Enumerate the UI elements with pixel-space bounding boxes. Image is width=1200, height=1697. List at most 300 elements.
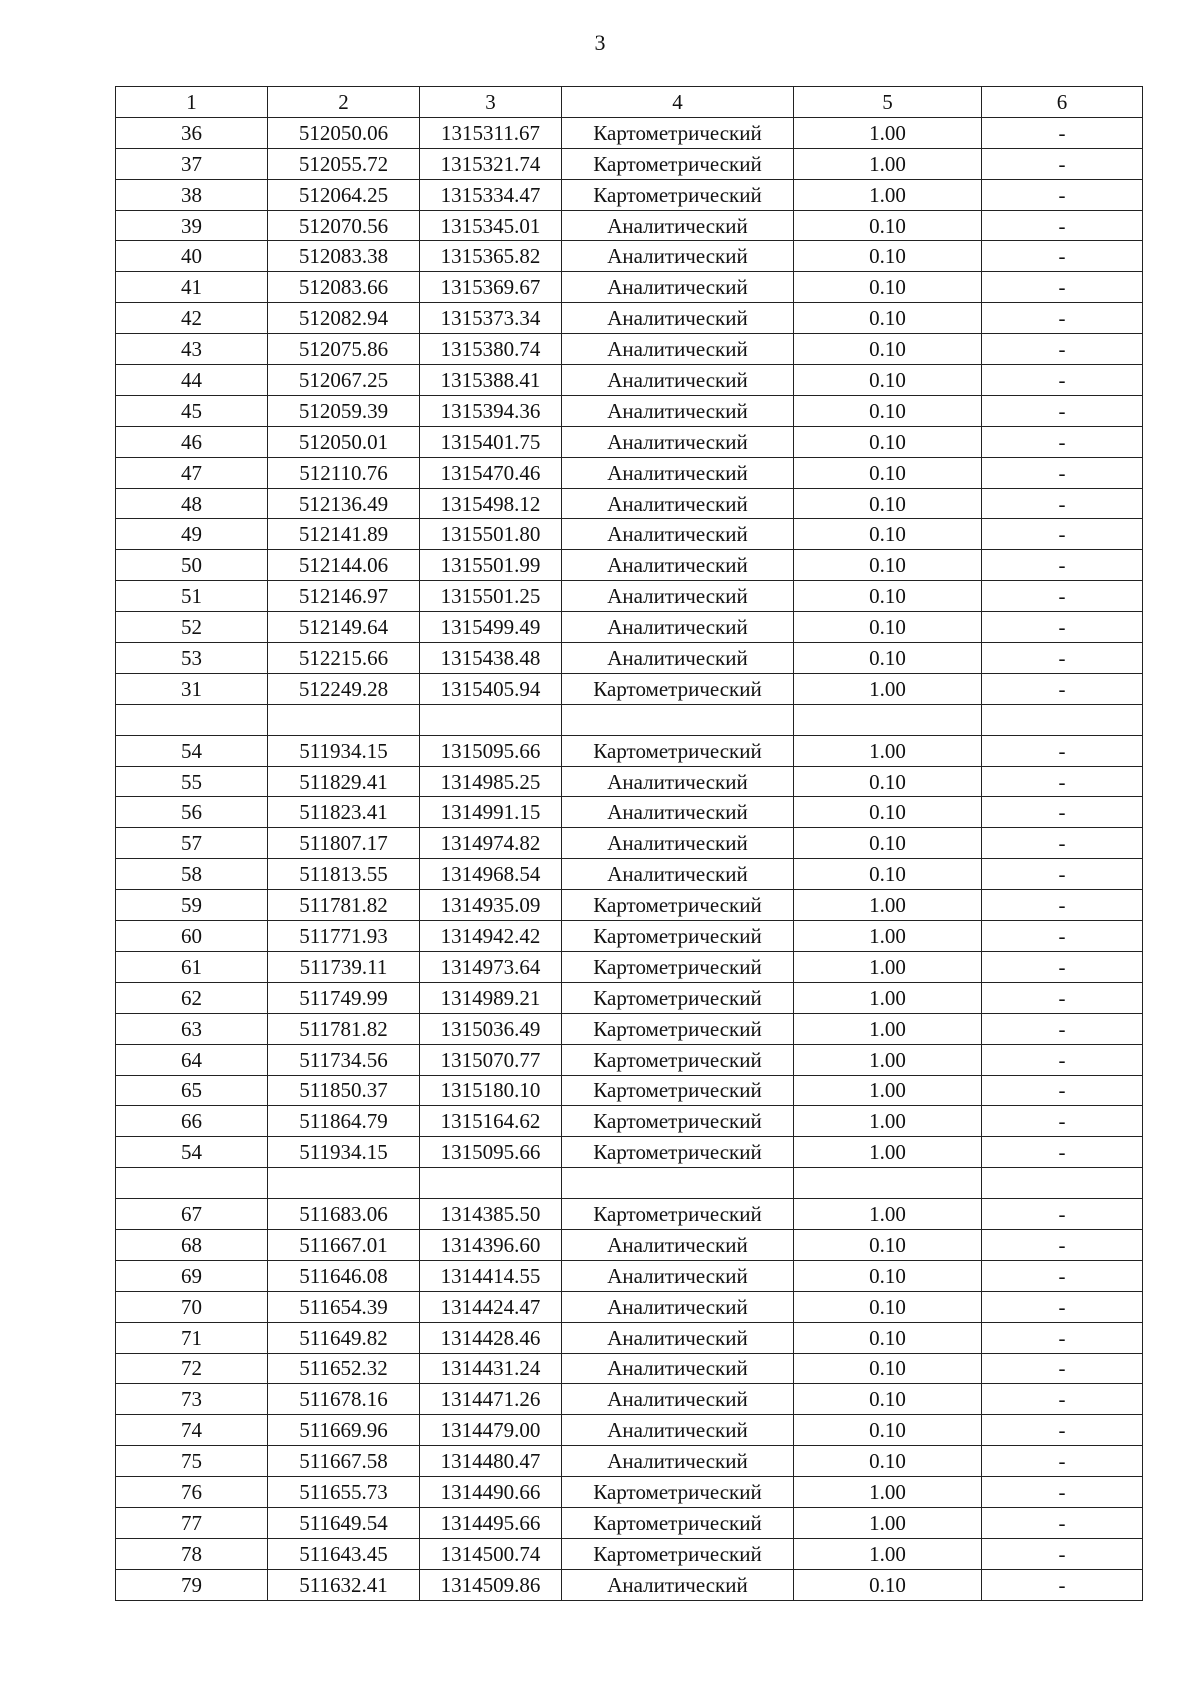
cell-point-number: 67 (116, 1199, 268, 1230)
cell-note: - (982, 1384, 1143, 1415)
table-row (116, 1569, 1143, 1600)
cell-note: - (982, 1353, 1143, 1384)
cell-point-number: 65 (116, 1075, 268, 1106)
cell-note: - (982, 550, 1143, 581)
table-row (116, 1507, 1143, 1538)
cell-accuracy: 0.10 (794, 488, 982, 519)
cell-accuracy: 1.00 (794, 1013, 982, 1044)
table-row (116, 1106, 1143, 1137)
table-row (116, 797, 1143, 828)
cell-point-number: 46 (116, 426, 268, 457)
cell-accuracy: 0.10 (794, 365, 982, 396)
cell-note: - (982, 1569, 1143, 1600)
cell-point-number: 68 (116, 1229, 268, 1260)
cell-point-number: 42 (116, 303, 268, 334)
cell-note: - (982, 1106, 1143, 1137)
table-row (116, 921, 1143, 952)
cell-note: - (982, 921, 1143, 952)
cell-coordinate-y: 1315438.48 (420, 643, 562, 674)
table-row (116, 334, 1143, 365)
cell-point-number: 51 (116, 581, 268, 612)
cell-method: Аналитический (562, 859, 794, 890)
cell-accuracy (794, 1168, 982, 1199)
table-row (116, 272, 1143, 303)
cell-method: Картометрический (562, 1044, 794, 1075)
cell-coordinate-x: 512050.06 (268, 117, 420, 148)
cell-coordinate-y: 1314973.64 (420, 951, 562, 982)
table-row (116, 1013, 1143, 1044)
table-row (116, 766, 1143, 797)
cell-method: Аналитический (562, 519, 794, 550)
table-row (116, 1291, 1143, 1322)
cell-method: Аналитический (562, 426, 794, 457)
cell-note: - (982, 210, 1143, 241)
cell-accuracy: 0.10 (794, 1322, 982, 1353)
cell-coordinate-y: 1315498.12 (420, 488, 562, 519)
cell-coordinate-y: 1315470.46 (420, 457, 562, 488)
cell-point-number: 45 (116, 395, 268, 426)
cell-coordinate-x: 511649.82 (268, 1322, 420, 1353)
table-row (116, 1260, 1143, 1291)
cell-point-number: 63 (116, 1013, 268, 1044)
cell-note: - (982, 1322, 1143, 1353)
cell-accuracy: 0.10 (794, 1415, 982, 1446)
cell-method: Аналитический (562, 1260, 794, 1291)
cell-coordinate-x: 511807.17 (268, 828, 420, 859)
cell-accuracy: 0.10 (794, 303, 982, 334)
cell-method: Картометрический (562, 148, 794, 179)
cell-note: - (982, 395, 1143, 426)
cell-coordinate-x: 512083.66 (268, 272, 420, 303)
cell-coordinate-x: 511829.41 (268, 766, 420, 797)
cell-method: Аналитический (562, 581, 794, 612)
cell-coordinate-x: 512082.94 (268, 303, 420, 334)
cell-accuracy: 0.10 (794, 241, 982, 272)
cell-coordinate-x: 511749.99 (268, 982, 420, 1013)
cell-coordinate-y: 1315499.49 (420, 612, 562, 643)
cell-method: Картометрический (562, 1507, 794, 1538)
cell-accuracy: 1.00 (794, 1044, 982, 1075)
cell-method: Картометрический (562, 1199, 794, 1230)
cell-note: - (982, 117, 1143, 148)
cell-method: Аналитический (562, 612, 794, 643)
table-row (116, 828, 1143, 859)
cell-method: Аналитический (562, 550, 794, 581)
cell-coordinate-y: 1315036.49 (420, 1013, 562, 1044)
cell-coordinate-x: 512215.66 (268, 643, 420, 674)
cell-coordinate-y: 1314396.60 (420, 1229, 562, 1260)
cell-point-number: 66 (116, 1106, 268, 1137)
cell-method: Аналитический (562, 272, 794, 303)
cell-accuracy: 1.00 (794, 1507, 982, 1538)
table-row (116, 1229, 1143, 1260)
cell-coordinate-x (268, 704, 420, 735)
cell-point-number: 64 (116, 1044, 268, 1075)
cell-note: - (982, 735, 1143, 766)
cell-note: - (982, 1260, 1143, 1291)
cell-accuracy: 1.00 (794, 1199, 982, 1230)
table-row (116, 890, 1143, 921)
cell-coordinate-x: 511734.56 (268, 1044, 420, 1075)
cell-point-number: 71 (116, 1322, 268, 1353)
cell-accuracy: 0.10 (794, 1446, 982, 1477)
cell-method: Картометрический (562, 179, 794, 210)
cell-point-number: 77 (116, 1507, 268, 1538)
cell-coordinate-x: 512110.76 (268, 457, 420, 488)
cell-accuracy: 1.00 (794, 1538, 982, 1569)
cell-coordinate-x: 512144.06 (268, 550, 420, 581)
cell-point-number: 41 (116, 272, 268, 303)
table-row (116, 519, 1143, 550)
cell-coordinate-y: 1315405.94 (420, 673, 562, 704)
cell-coordinate-x: 511669.96 (268, 1415, 420, 1446)
cell-coordinate-y: 1315373.34 (420, 303, 562, 334)
cell-coordinate-y: 1314480.47 (420, 1446, 562, 1477)
table-row-separator (116, 704, 1143, 735)
cell-method: Аналитический (562, 1229, 794, 1260)
cell-coordinate-y (420, 1168, 562, 1199)
cell-method: Картометрический (562, 1538, 794, 1569)
cell-accuracy: 1.00 (794, 921, 982, 952)
cell-method: Аналитический (562, 828, 794, 859)
cell-method: Аналитический (562, 1384, 794, 1415)
cell-point-number: 49 (116, 519, 268, 550)
table-header (116, 87, 1143, 118)
cell-coordinate-y: 1315180.10 (420, 1075, 562, 1106)
cell-note: - (982, 1446, 1143, 1477)
cell-coordinate-y: 1314935.09 (420, 890, 562, 921)
cell-accuracy (794, 704, 982, 735)
table-row (116, 1446, 1143, 1477)
cell-note: - (982, 457, 1143, 488)
cell-note: - (982, 1477, 1143, 1508)
cell-coordinate-x: 511934.15 (268, 1137, 420, 1168)
table-row-separator (116, 1168, 1143, 1199)
cell-note: - (982, 148, 1143, 179)
cell-coordinate-y: 1315501.25 (420, 581, 562, 612)
cell-coordinate-x: 512149.64 (268, 612, 420, 643)
cell-method: Аналитический (562, 457, 794, 488)
cell-accuracy: 0.10 (794, 1569, 982, 1600)
table-row (116, 148, 1143, 179)
cell-method: Аналитический (562, 365, 794, 396)
cell-point-number: 72 (116, 1353, 268, 1384)
cell-note: - (982, 303, 1143, 334)
cell-coordinate-y: 1315334.47 (420, 179, 562, 210)
cell-coordinate-y: 1315321.74 (420, 148, 562, 179)
cell-coordinate-y: 1315394.36 (420, 395, 562, 426)
cell-coordinate-x: 511823.41 (268, 797, 420, 828)
table-row (116, 488, 1143, 519)
cell-point-number: 74 (116, 1415, 268, 1446)
table-row (116, 1075, 1143, 1106)
cell-accuracy: 0.10 (794, 1353, 982, 1384)
header-cell-4: 4 (562, 87, 794, 118)
cell-method: Картометрический (562, 1477, 794, 1508)
cell-accuracy: 0.10 (794, 612, 982, 643)
table-row (116, 581, 1143, 612)
cell-accuracy: 1.00 (794, 117, 982, 148)
cell-coordinate-x: 511771.93 (268, 921, 420, 952)
cell-note: - (982, 643, 1143, 674)
table-row (116, 1538, 1143, 1569)
table-row (116, 1477, 1143, 1508)
cell-point-number: 50 (116, 550, 268, 581)
cell-method: Аналитический (562, 334, 794, 365)
table-row (116, 1322, 1143, 1353)
cell-note: - (982, 1538, 1143, 1569)
cell-accuracy: 0.10 (794, 550, 982, 581)
cell-point-number: 76 (116, 1477, 268, 1508)
table-row (116, 365, 1143, 396)
cell-point-number: 54 (116, 1137, 268, 1168)
header-row (116, 87, 1143, 118)
cell-coordinate-x: 511667.01 (268, 1229, 420, 1260)
cell-accuracy: 0.10 (794, 1260, 982, 1291)
cell-note: - (982, 1507, 1143, 1538)
cell-point-number: 48 (116, 488, 268, 519)
cell-point-number (116, 704, 268, 735)
cell-coordinate-x: 511864.79 (268, 1106, 420, 1137)
cell-accuracy: 0.10 (794, 426, 982, 457)
table-row (116, 673, 1143, 704)
cell-note: - (982, 859, 1143, 890)
cell-accuracy: 1.00 (794, 1137, 982, 1168)
cell-coordinate-x: 511781.82 (268, 1013, 420, 1044)
cell-point-number: 56 (116, 797, 268, 828)
cell-coordinate-x: 512083.38 (268, 241, 420, 272)
cell-note: - (982, 1291, 1143, 1322)
cell-coordinate-x: 511934.15 (268, 735, 420, 766)
cell-method: Картометрический (562, 982, 794, 1013)
cell-accuracy: 1.00 (794, 673, 982, 704)
cell-accuracy: 0.10 (794, 828, 982, 859)
cell-coordinate-y: 1314424.47 (420, 1291, 562, 1322)
table-row (116, 1384, 1143, 1415)
table-row (116, 1199, 1143, 1230)
cell-point-number: 79 (116, 1569, 268, 1600)
cell-method: Картометрический (562, 735, 794, 766)
cell-accuracy: 1.00 (794, 735, 982, 766)
cell-coordinate-x: 512136.49 (268, 488, 420, 519)
cell-coordinate-x: 511632.41 (268, 1569, 420, 1600)
cell-accuracy: 0.10 (794, 1291, 982, 1322)
cell-point-number: 62 (116, 982, 268, 1013)
table-row (116, 550, 1143, 581)
cell-accuracy: 0.10 (794, 797, 982, 828)
cell-method: Аналитический (562, 1322, 794, 1353)
cell-method: Аналитический (562, 210, 794, 241)
cell-note: - (982, 365, 1143, 396)
cell-accuracy: 1.00 (794, 1477, 982, 1508)
cell-method: Картометрический (562, 890, 794, 921)
cell-point-number: 61 (116, 951, 268, 982)
header-cell-2: 2 (268, 87, 420, 118)
cell-method: Аналитический (562, 395, 794, 426)
table-row (116, 1044, 1143, 1075)
cell-note: - (982, 426, 1143, 457)
cell-method: Картометрический (562, 117, 794, 148)
cell-note: - (982, 581, 1143, 612)
cell-method: Аналитический (562, 643, 794, 674)
cell-coordinate-x: 511813.55 (268, 859, 420, 890)
cell-point-number: 58 (116, 859, 268, 890)
cell-accuracy: 0.10 (794, 272, 982, 303)
table-row (116, 426, 1143, 457)
cell-accuracy: 0.10 (794, 519, 982, 550)
cell-accuracy: 0.10 (794, 457, 982, 488)
table-row (116, 457, 1143, 488)
cell-note: - (982, 519, 1143, 550)
cell-point-number: 70 (116, 1291, 268, 1322)
table-row (116, 210, 1143, 241)
cell-method: Аналитический (562, 1415, 794, 1446)
cell-coordinate-y: 1315345.01 (420, 210, 562, 241)
cell-method: Аналитический (562, 488, 794, 519)
table-row (116, 395, 1143, 426)
cell-note: - (982, 1415, 1143, 1446)
cell-coordinate-x: 511649.54 (268, 1507, 420, 1538)
cell-coordinate-x: 511683.06 (268, 1199, 420, 1230)
cell-note: - (982, 982, 1143, 1013)
cell-method: Картометрический (562, 1137, 794, 1168)
cell-accuracy: 1.00 (794, 1075, 982, 1106)
cell-coordinate-x: 512249.28 (268, 673, 420, 704)
table-row (116, 951, 1143, 982)
cell-coordinate-y: 1314385.50 (420, 1199, 562, 1230)
cell-note: - (982, 890, 1143, 921)
cell-method (562, 704, 794, 735)
cell-point-number: 73 (116, 1384, 268, 1415)
cell-coordinate-x: 512067.25 (268, 365, 420, 396)
cell-accuracy: 0.10 (794, 581, 982, 612)
cell-coordinate-x: 511781.82 (268, 890, 420, 921)
cell-coordinate-y: 1315070.77 (420, 1044, 562, 1075)
table-row (116, 1137, 1143, 1168)
cell-coordinate-y: 1314428.46 (420, 1322, 562, 1353)
cell-coordinate-y: 1315501.99 (420, 550, 562, 581)
cell-coordinate-x: 511667.58 (268, 1446, 420, 1477)
cell-accuracy: 0.10 (794, 859, 982, 890)
cell-point-number: 55 (116, 766, 268, 797)
cell-method: Аналитический (562, 766, 794, 797)
cell-accuracy: 1.00 (794, 890, 982, 921)
cell-point-number: 47 (116, 457, 268, 488)
cell-coordinate-y: 1314500.74 (420, 1538, 562, 1569)
cell-coordinate-x: 511652.32 (268, 1353, 420, 1384)
cell-note: - (982, 612, 1143, 643)
table-row (116, 643, 1143, 674)
header-cell-5: 5 (794, 87, 982, 118)
cell-note: - (982, 828, 1143, 859)
header-cell-3: 3 (420, 87, 562, 118)
cell-coordinate-y: 1314414.55 (420, 1260, 562, 1291)
cell-point-number: 54 (116, 735, 268, 766)
cell-point-number: 69 (116, 1260, 268, 1291)
cell-coordinate-x: 512070.56 (268, 210, 420, 241)
cell-coordinate-y: 1314471.26 (420, 1384, 562, 1415)
table-row (116, 303, 1143, 334)
cell-note: - (982, 272, 1143, 303)
cell-point-number: 75 (116, 1446, 268, 1477)
cell-coordinate-y: 1315380.74 (420, 334, 562, 365)
cell-coordinate-x: 511678.16 (268, 1384, 420, 1415)
cell-coordinate-x: 511739.11 (268, 951, 420, 982)
cell-note: - (982, 1137, 1143, 1168)
table-row (116, 859, 1143, 890)
cell-accuracy: 0.10 (794, 210, 982, 241)
cell-coordinate-x: 512059.39 (268, 395, 420, 426)
cell-note: - (982, 1013, 1143, 1044)
cell-point-number: 38 (116, 179, 268, 210)
cell-coordinate-y: 1314991.15 (420, 797, 562, 828)
cell-coordinate-y: 1314989.21 (420, 982, 562, 1013)
cell-coordinate-y: 1315501.80 (420, 519, 562, 550)
cell-coordinate-y: 1315388.41 (420, 365, 562, 396)
cell-accuracy: 0.10 (794, 1229, 982, 1260)
table-row (116, 982, 1143, 1013)
cell-coordinate-x: 511850.37 (268, 1075, 420, 1106)
cell-note: - (982, 797, 1143, 828)
cell-method: Картометрический (562, 1075, 794, 1106)
cell-coordinate-y: 1314490.66 (420, 1477, 562, 1508)
page-number: 3 (594, 30, 606, 55)
cell-method: Аналитический (562, 1446, 794, 1477)
cell-method: Картометрический (562, 921, 794, 952)
cell-point-number: 57 (116, 828, 268, 859)
cell-accuracy: 0.10 (794, 643, 982, 674)
cell-method: Картометрический (562, 673, 794, 704)
cell-point-number: 44 (116, 365, 268, 396)
cell-coordinate-y: 1315311.67 (420, 117, 562, 148)
cell-coordinate-x: 511643.45 (268, 1538, 420, 1569)
cell-note: - (982, 488, 1143, 519)
cell-point-number: 39 (116, 210, 268, 241)
header-cell-1: 1 (116, 87, 268, 118)
cell-coordinate-y: 1315095.66 (420, 1137, 562, 1168)
cell-coordinate-y: 1314942.42 (420, 921, 562, 952)
cell-coordinate-y: 1314479.00 (420, 1415, 562, 1446)
cell-accuracy: 0.10 (794, 334, 982, 365)
cell-accuracy: 0.10 (794, 1384, 982, 1415)
cell-point-number: 53 (116, 643, 268, 674)
cell-point-number: 59 (116, 890, 268, 921)
cell-accuracy: 1.00 (794, 951, 982, 982)
coordinates-table (115, 86, 1143, 1601)
table-row (116, 612, 1143, 643)
cell-method: Аналитический (562, 1569, 794, 1600)
cell-accuracy: 1.00 (794, 1106, 982, 1137)
table-row (116, 1353, 1143, 1384)
cell-coordinate-y: 1314431.24 (420, 1353, 562, 1384)
cell-coordinate-x: 512146.97 (268, 581, 420, 612)
cell-coordinate-y: 1314509.86 (420, 1569, 562, 1600)
cell-coordinate-x: 512064.25 (268, 179, 420, 210)
header-cell-6: 6 (982, 87, 1143, 118)
cell-accuracy: 1.00 (794, 148, 982, 179)
table-row (116, 117, 1143, 148)
cell-coordinate-x: 512075.86 (268, 334, 420, 365)
cell-coordinate-x: 512055.72 (268, 148, 420, 179)
table-row (116, 241, 1143, 272)
cell-coordinate-x: 511646.08 (268, 1260, 420, 1291)
cell-note: - (982, 1075, 1143, 1106)
cell-coordinate-y: 1315164.62 (420, 1106, 562, 1137)
cell-accuracy: 0.10 (794, 395, 982, 426)
cell-note: - (982, 951, 1143, 982)
cell-point-number: 78 (116, 1538, 268, 1569)
cell-accuracy: 1.00 (794, 982, 982, 1013)
